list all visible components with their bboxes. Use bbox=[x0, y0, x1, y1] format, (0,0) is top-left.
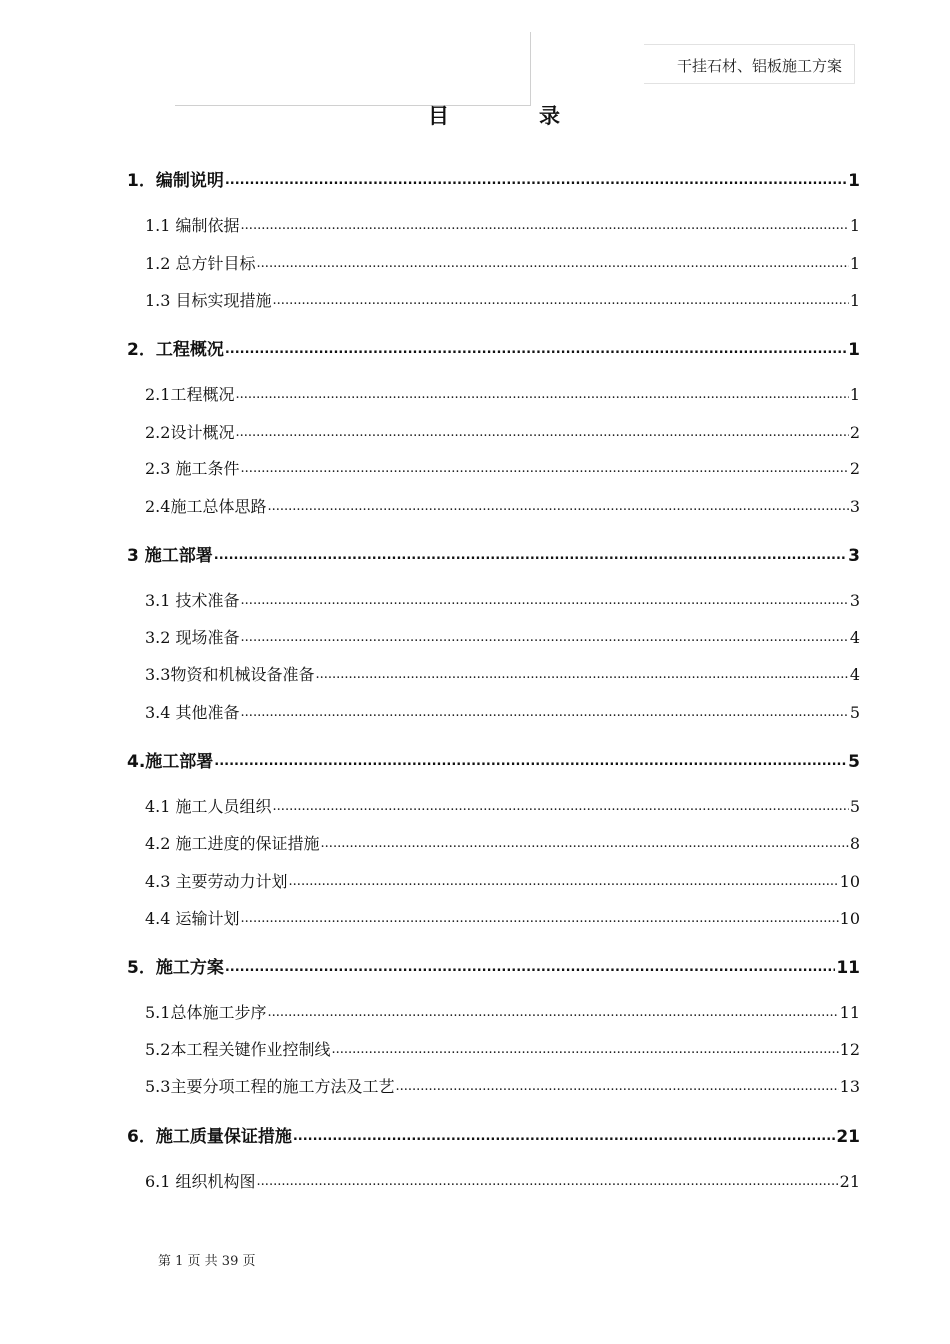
page-footer: 第 1 页 共 39 页 bbox=[158, 1254, 256, 1269]
toc-dot-leader bbox=[273, 290, 849, 306]
header-divider-vertical bbox=[530, 32, 531, 106]
toc-entry-label: 6．施工质量保证措施 bbox=[127, 1127, 292, 1147]
toc-section-entry[interactable] bbox=[145, 213, 860, 236]
toc-entry-page-number: 13 bbox=[839, 1077, 860, 1096]
toc-entry-label: 4.3 主要劳动力计划 bbox=[145, 872, 288, 891]
toc-section-entry[interactable] bbox=[145, 588, 860, 611]
toc-chapter-entry[interactable] bbox=[127, 166, 860, 191]
toc-dot-leader bbox=[241, 590, 849, 606]
toc-section-entry[interactable] bbox=[145, 1037, 860, 1060]
toc-section-entry[interactable] bbox=[145, 906, 860, 929]
toc-entry-page-number: 8 bbox=[849, 834, 860, 853]
toc-entry-page-number: 1 bbox=[849, 385, 860, 404]
toc-section-entry[interactable] bbox=[145, 494, 860, 517]
toc-entry-label: 1.3 目标实现措施 bbox=[145, 291, 272, 310]
toc-entry-label: 3.2 现场准备 bbox=[145, 628, 240, 647]
running-header-title: 干挂石材、铝板施工方案 bbox=[676, 57, 842, 75]
toc-chapter-entry[interactable] bbox=[127, 335, 860, 360]
toc-entry-page-number: 11 bbox=[836, 958, 860, 978]
toc-entry-label: 1.2 总方针目标 bbox=[145, 254, 256, 273]
toc-entry-label: 2.2设计概况 bbox=[145, 423, 235, 442]
toc-entry-page-number: 2 bbox=[849, 423, 860, 442]
toc-entry-page-number: 5 bbox=[849, 703, 860, 722]
toc-heading-char-2: 录 bbox=[539, 104, 560, 128]
toc-dot-leader bbox=[267, 1002, 838, 1018]
toc-dot-leader bbox=[214, 750, 847, 767]
toc-dot-leader bbox=[241, 458, 849, 474]
toc-dot-leader bbox=[225, 338, 847, 355]
toc-chapter-entry[interactable] bbox=[127, 953, 860, 978]
toc-entry-label: 4.2 施工进度的保证措施 bbox=[145, 834, 320, 853]
toc-dot-leader bbox=[395, 1076, 838, 1092]
toc-entry-label: 3.3物资和机械设备准备 bbox=[145, 665, 315, 684]
toc-entry-label: 1．编制说明 bbox=[127, 171, 224, 191]
toc-entry-page-number: 12 bbox=[839, 1040, 860, 1059]
toc-dot-leader bbox=[257, 1171, 839, 1187]
toc-entry-label: 2.3 施工条件 bbox=[145, 459, 240, 478]
toc-entry-label: 5.2本工程关键作业控制线 bbox=[145, 1040, 331, 1059]
toc-dot-leader bbox=[289, 871, 839, 887]
toc-entry-label: 3 施工部署 bbox=[127, 546, 213, 566]
toc-entry-label: 6.1 组织机构图 bbox=[145, 1172, 256, 1191]
toc-entry-label: 1.1 编制依据 bbox=[145, 216, 240, 235]
toc-entry-page-number: 2 bbox=[849, 459, 860, 478]
toc-dot-leader bbox=[321, 833, 849, 849]
toc-heading bbox=[428, 100, 560, 130]
toc-entry-label: 2．工程概况 bbox=[127, 340, 224, 360]
toc-section-entry[interactable] bbox=[145, 1169, 860, 1192]
toc-chapter-entry[interactable] bbox=[127, 1122, 860, 1147]
toc-dot-leader bbox=[241, 215, 849, 231]
toc-dot-leader bbox=[241, 627, 849, 643]
toc-entry-page-number: 11 bbox=[839, 1003, 860, 1022]
toc-section-entry[interactable] bbox=[145, 288, 860, 311]
toc-entry-page-number: 21 bbox=[839, 1172, 860, 1191]
toc-heading-char-1: 目 bbox=[428, 104, 449, 128]
toc-dot-leader bbox=[225, 169, 847, 186]
toc-entry-label: 5．施工方案 bbox=[127, 958, 224, 978]
toc-entry-label: 2.4施工总体思路 bbox=[145, 497, 267, 516]
toc-dot-leader bbox=[267, 496, 848, 512]
toc-dot-leader bbox=[257, 253, 849, 269]
toc-entry-label: 4.4 运输计划 bbox=[145, 909, 240, 928]
toc-section-entry[interactable] bbox=[145, 831, 860, 854]
toc-dot-leader bbox=[331, 1039, 838, 1055]
toc-section-entry[interactable] bbox=[145, 662, 860, 685]
toc-section-entry[interactable] bbox=[145, 1074, 860, 1097]
toc-entry-page-number: 3 bbox=[848, 546, 860, 566]
toc-section-entry[interactable] bbox=[145, 794, 860, 817]
toc-section-entry[interactable] bbox=[145, 382, 860, 405]
toc-entry-page-number: 4 bbox=[849, 665, 860, 684]
toc-entry-label: 2.1工程概况 bbox=[145, 385, 235, 404]
toc-dot-leader bbox=[235, 384, 848, 400]
toc-entry-label: 5.1总体施工步序 bbox=[145, 1003, 267, 1022]
running-header bbox=[644, 44, 855, 84]
toc-dot-leader bbox=[315, 664, 848, 680]
toc-dot-leader bbox=[214, 544, 847, 561]
toc-chapter-entry[interactable] bbox=[127, 541, 860, 566]
toc-dot-leader bbox=[241, 702, 849, 718]
toc-entry-label: 3.4 其他准备 bbox=[145, 703, 240, 722]
toc-dot-leader bbox=[241, 908, 839, 924]
toc-section-entry[interactable] bbox=[145, 869, 860, 892]
toc-dot-leader bbox=[293, 1125, 835, 1142]
toc-section-entry[interactable] bbox=[145, 700, 860, 723]
toc-entry-page-number: 10 bbox=[839, 872, 860, 891]
toc-entry-label: 4.施工部署 bbox=[127, 752, 214, 772]
toc-chapter-entry[interactable] bbox=[127, 747, 860, 772]
toc-entry-label: 3.1 技术准备 bbox=[145, 591, 240, 610]
toc-entry-page-number: 1 bbox=[848, 340, 860, 360]
toc-section-entry[interactable] bbox=[145, 251, 860, 274]
toc-section-entry[interactable] bbox=[145, 456, 860, 479]
toc-entry-page-number: 4 bbox=[849, 628, 860, 647]
toc-entry-page-number: 3 bbox=[849, 591, 860, 610]
toc-dot-leader bbox=[273, 796, 849, 812]
toc-entry-page-number: 10 bbox=[839, 909, 860, 928]
toc-entry-label: 5.3主要分项工程的施工方法及工艺 bbox=[145, 1077, 395, 1096]
toc-entry-page-number: 5 bbox=[848, 752, 860, 772]
toc-entry-page-number: 1 bbox=[849, 254, 860, 273]
toc-entry-page-number: 1 bbox=[849, 291, 860, 310]
toc-entry-page-number: 21 bbox=[836, 1127, 860, 1147]
toc-entry-label: 4.1 施工人员组织 bbox=[145, 797, 272, 816]
toc-section-entry[interactable] bbox=[145, 625, 860, 648]
toc-dot-leader bbox=[235, 422, 848, 438]
toc-section-entry[interactable] bbox=[145, 1000, 860, 1023]
toc-entry-page-number: 1 bbox=[849, 216, 860, 235]
toc-entry-page-number: 3 bbox=[849, 497, 860, 516]
toc-entry-page-number: 1 bbox=[848, 171, 860, 191]
toc-dot-leader bbox=[225, 956, 835, 973]
toc-entry-page-number: 5 bbox=[849, 797, 860, 816]
toc-section-entry[interactable] bbox=[145, 420, 860, 443]
